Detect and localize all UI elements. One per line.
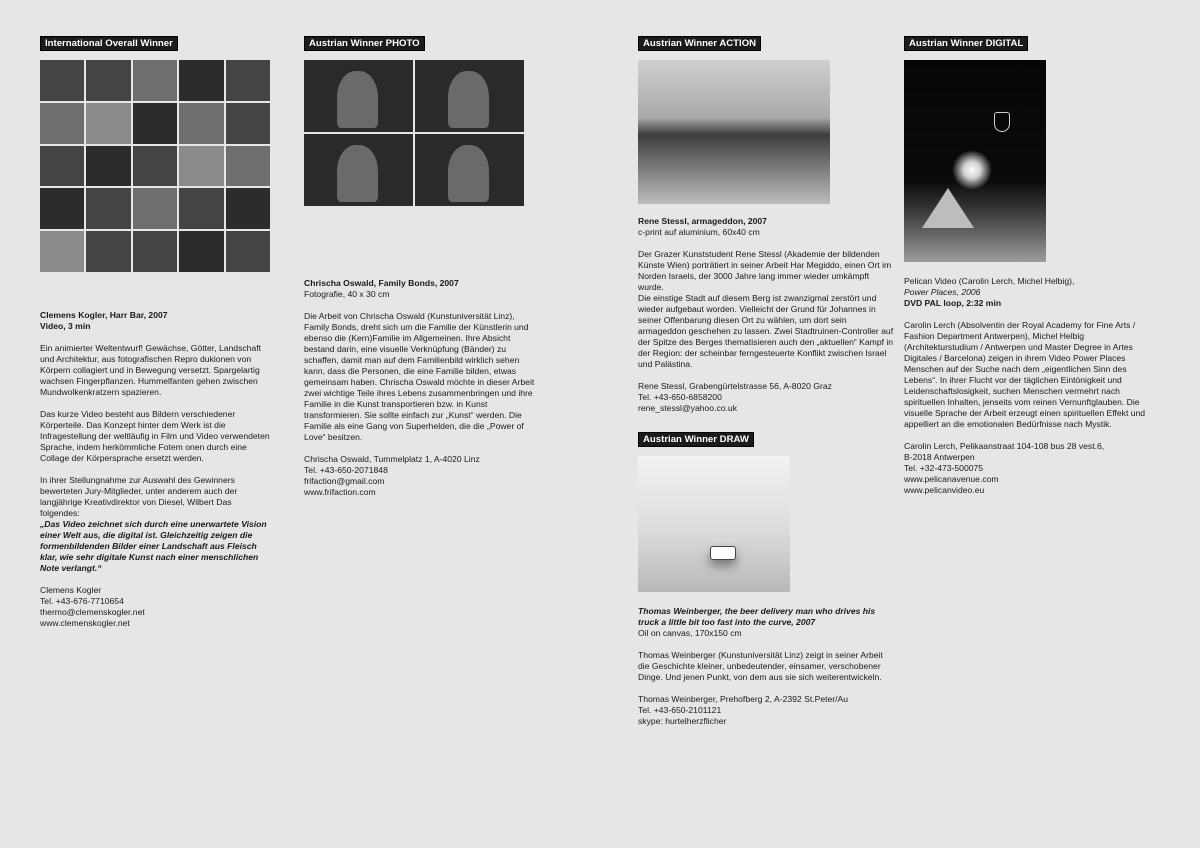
column-digital-winner bbox=[904, 36, 1160, 496]
contact-line: Tel. +32-473-500075 bbox=[904, 463, 984, 473]
collage-image bbox=[40, 60, 270, 272]
shield-shape bbox=[994, 112, 1010, 132]
contact-line: Carolin Lerch, Pelikaanstraat 104-108 bus 28 vest.6, bbox=[904, 441, 1105, 451]
contact-line: Thomas Weinberger, Prehofberg 2, A-2392 St.Peter/Au bbox=[638, 694, 849, 704]
work-medium: DVD PAL loop, 2:32 min bbox=[904, 298, 1002, 308]
contact-email[interactable]: rene_stessl@yahoo.co.uk bbox=[638, 403, 738, 413]
work-medium: Fotografie, 40 x 30 cm bbox=[304, 289, 390, 299]
description-paragraph: Der Grazer Kunststudent Rene Stessl (Akademie der bildenden Künste Wien) porträtiert in seiner Arbeit Har Megiddo, einen Ort im Norden Israels, der 3000 Jahre lang immer wieder umkämpft wurde. bbox=[638, 249, 892, 292]
description-paragraph: Die einstige Stadt auf diesem Berg ist zwanzigmal zerstört und wieder aufgebaut worden. Vielleicht der Grund für Johannes in seiner Offenbarung diesen Ort zu wählen, um dort sein armageddon geschehen zu lassen. Zwei Stadtruinen-Controller auf der Spitze des Berges thematisieren auch den „aktuellen“ Kampf in der Region: der scheinbar ferngesteuerte Konflikt zwischen Israel und Palästina. bbox=[638, 293, 894, 369]
work-credit: Rene Stessl, armageddon, 2007 bbox=[638, 216, 767, 226]
section-header: International Overall Winner bbox=[40, 36, 178, 51]
contact-line: Rene Stessl, Grabengürtelstrasse 56, A-8020 Graz bbox=[638, 381, 832, 391]
description-paragraph: Thomas Weinberger (Kunstuniversität Linz) zeigt in seiner Arbeit die Geschichte kleiner, unbedeutender, einsamer, verschobener Dinge. Und jenen Punkt, von dem aus sie sich weiterentwickeln. bbox=[638, 650, 883, 682]
column-photo-winner bbox=[304, 36, 542, 498]
work-credit: Clemens Kogler, Harr Bar, 2007 bbox=[40, 310, 168, 320]
contact-email[interactable]: thermo@clemenskogler.net bbox=[40, 607, 145, 617]
description-paragraph: Das kurze Video besteht aus Bildern verschiedener Körperteile. Das Konzept hinter dem Werk ist die Infragestellung der weltläufig in Film und Video verwendeten Sprache, indem herkömmliche Fotem onen durch eine Collage der Körpersprache ersetzt werden. bbox=[40, 409, 270, 463]
contact-line: Tel. +43-650-2101121 bbox=[638, 705, 722, 715]
contact-web[interactable]: www.clemenskogler.net bbox=[40, 618, 130, 628]
work-medium: Video, 3 min bbox=[40, 321, 91, 331]
video-still bbox=[904, 60, 1046, 262]
work-credit: Pelican Video (Carolin Lerch, Michel Helbig), bbox=[904, 276, 1075, 286]
work-medium: Oil on canvas, 170x150 cm bbox=[638, 628, 742, 638]
contact-line: Tel. +43-650-6858200 bbox=[638, 392, 722, 402]
column-overall-winner bbox=[40, 36, 272, 629]
description-paragraph: Carolin Lerch (Absolventin der Royal Academy for Fine Arts / Fashion Department Antwerpen), Michel Helbig (Architekturstudium / Antwerpen und Master Degree in Artes Digitales / Barcelona) zeigen in ihrem Video Power Places Menschen auf der Suche nach dem „eigentlichen Sinn des Lebens“. In ihrer Flucht vor der täglichen Eintönigkeit und Leidenschaftslosigkeit, suchen Menschen vermehrt nach spirituellen Inhalten, jenseits vom reinen Vernunftglauben. Die visuelle Sprache der Arbeit erzeugt einen spirituellen Effekt und appelliert an die emotionalen Bedürfnisse nach Mystik. bbox=[904, 320, 1146, 429]
work-title: Power Places, 2006 bbox=[904, 287, 981, 297]
contact-web[interactable]: www.frifaction.com bbox=[304, 487, 376, 497]
painting-image bbox=[638, 456, 790, 592]
contact-line: Clemens Kogler bbox=[40, 585, 102, 595]
description-paragraph: In ihrer Stellungnahme zur Auswahl des Gewinners bewerteten Jury-Mitglieder, unter anderem auch der langjährige Kreativdirektor von Diesel, Wilbert Das folgendes: bbox=[40, 475, 238, 518]
jury-quote: „Das Video zeichnet sich durch eine unerwartete Vision einer Welt aus, die digital ist. Gleichzeitig zeigen die formenbildenden Bilder einer Landschaft aus Fleisch klar, wie sehr digitale Kunst nach einer menschlichen Note verlangt.“ bbox=[40, 519, 267, 573]
description-paragraph: Ein animierter Weltentwurf! Gewächse, Götter, Landschaft und Architektur, aus fotografischen Repro dukionen von Körpern collagiert und in Bewegung versetzt. Spargelartig wachsen Fingerpflanzen. Hummelfanten gehen zwischen Mundwolkenkratzern spazieren. bbox=[40, 343, 261, 397]
contact-line: Chrischa Oswald, Tummelplatz 1, A-4020 Linz bbox=[304, 454, 480, 464]
column-action-draw-winners bbox=[638, 36, 896, 727]
contact-line: B-2018 Antwerpen bbox=[904, 452, 975, 462]
work-credit: Thomas Weinberger, the beer delivery man who drives his truck a little bit too fast into the curve, 2007 bbox=[638, 606, 876, 627]
contact-line: Tel. +43-650-2071848 bbox=[304, 465, 388, 475]
section-header: Austrian Winner PHOTO bbox=[304, 36, 425, 51]
section-header: Austrian Winner ACTION bbox=[638, 36, 761, 51]
work-medium: c-print auf aluminium, 60x40 cm bbox=[638, 227, 760, 237]
section-header: Austrian Winner DRAW bbox=[638, 432, 754, 447]
pyramid-shape bbox=[922, 188, 974, 228]
contact-line: Tel. +43-676-7710654 bbox=[40, 596, 124, 606]
description-paragraph: Die Arbeit von Chrischa Oswald (Kunstuniversität Linz), Family Bonds, dreht sich um die Familie der Künstlerin und ebenso die (Kern)Familie im Allgemeinen. Ihre Absicht bestand darin, eine visuelle Verknüpfung (Bänder) zu schaffen, damit man auf dem Familienbild wirklich sehen kann, dass die Personen, die eine Familie bilden, etwas gemeinsam haben. Chrischa Oswald möchte in dieser Arbeit zwei wichtige Teile ihres Lebens zusammenbringen und ihre Familie in die Kunst transportieren bzw. in Kunst transformieren. Sie sollte einfach zur „Kunst“ werden. Die Familie als eine Gang von Superhelden, die die „Power of Love“ besitzen. bbox=[304, 311, 535, 442]
contact-email[interactable]: frifaction@gmail.com bbox=[304, 476, 385, 486]
section-header: Austrian Winner DIGITAL bbox=[904, 36, 1028, 51]
landscape-photo bbox=[638, 60, 830, 204]
contact-web[interactable]: www.pelicanvideo.eu bbox=[904, 485, 985, 495]
contact-web[interactable]: www.pelicanavenue.com bbox=[904, 474, 999, 484]
contact-skype: skype: hurtelherzflicher bbox=[638, 716, 727, 726]
work-credit: Chrischa Oswald, Family Bonds, 2007 bbox=[304, 278, 459, 288]
light-glow-shape bbox=[952, 150, 992, 190]
truck-shape bbox=[710, 546, 736, 560]
family-photo-grid bbox=[304, 60, 524, 206]
